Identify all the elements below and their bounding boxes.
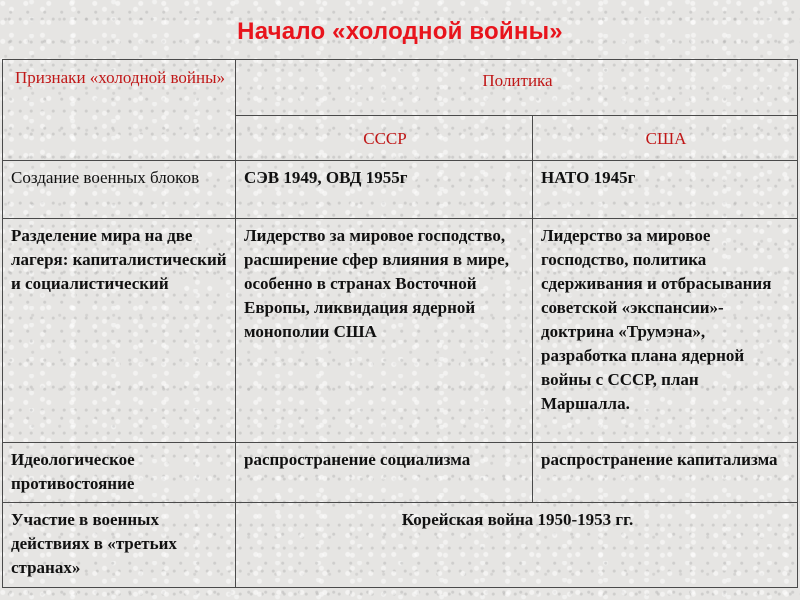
ussr-cell xyxy=(236,443,533,503)
header-usa-cell xyxy=(533,116,798,161)
header-signs-cell xyxy=(3,60,236,161)
sign-text: Разделение мира на две лагеря: капиталистический и социалистический xyxy=(11,226,227,293)
usa-text: НАТО 1945г xyxy=(541,168,636,187)
cold-war-table xyxy=(2,59,798,588)
sign-cell xyxy=(3,443,236,503)
usa-text: распространение капитализма xyxy=(541,450,778,469)
usa-cell xyxy=(533,443,798,503)
ussr-cell xyxy=(236,219,533,443)
ussr-cell xyxy=(236,161,533,219)
sign-text: Идеологическое противостояние xyxy=(11,450,135,493)
sign-text: Создание военных блоков xyxy=(11,168,200,187)
header-signs-label: Признаки «холодной войны» xyxy=(14,68,226,87)
table-row xyxy=(3,219,798,443)
usa-text: Лидерство за мировое господство, политика сдерживания и отбрасывания советской «экспансии»- доктрина «Трумэна», разработка плана ядерной войны с СССР, план Маршалла. xyxy=(541,226,772,413)
joint-text: Корейская война 1950-1953 гг. xyxy=(401,510,634,529)
header-ussr-label: СССР xyxy=(363,128,407,148)
header-policy-cell xyxy=(236,60,798,116)
sign-cell xyxy=(3,219,236,443)
table-row xyxy=(3,443,798,503)
usa-cell xyxy=(533,219,798,443)
header-policy-label: Политика xyxy=(482,71,553,90)
joint-cell xyxy=(236,503,798,588)
sign-cell xyxy=(3,503,236,588)
header-usa-label: США xyxy=(645,128,687,148)
sign-cell xyxy=(3,161,236,219)
page-title: Начало «холодной войны» xyxy=(237,18,563,45)
sign-text: Участие в военных действиях в «третьих странах» xyxy=(11,510,177,577)
table-row xyxy=(3,161,798,219)
ussr-text: СЭВ 1949, ОВД 1955г xyxy=(244,168,408,187)
header-ussr-cell xyxy=(236,116,533,161)
table-row xyxy=(3,503,798,588)
ussr-text: распространение социализма xyxy=(244,450,471,469)
usa-cell xyxy=(533,161,798,219)
ussr-text: Лидерство за мировое господство, расширение сфер влияния в мире, особенно в странах Восточной Европы, ликвидация ядерной монополии США xyxy=(244,226,509,341)
